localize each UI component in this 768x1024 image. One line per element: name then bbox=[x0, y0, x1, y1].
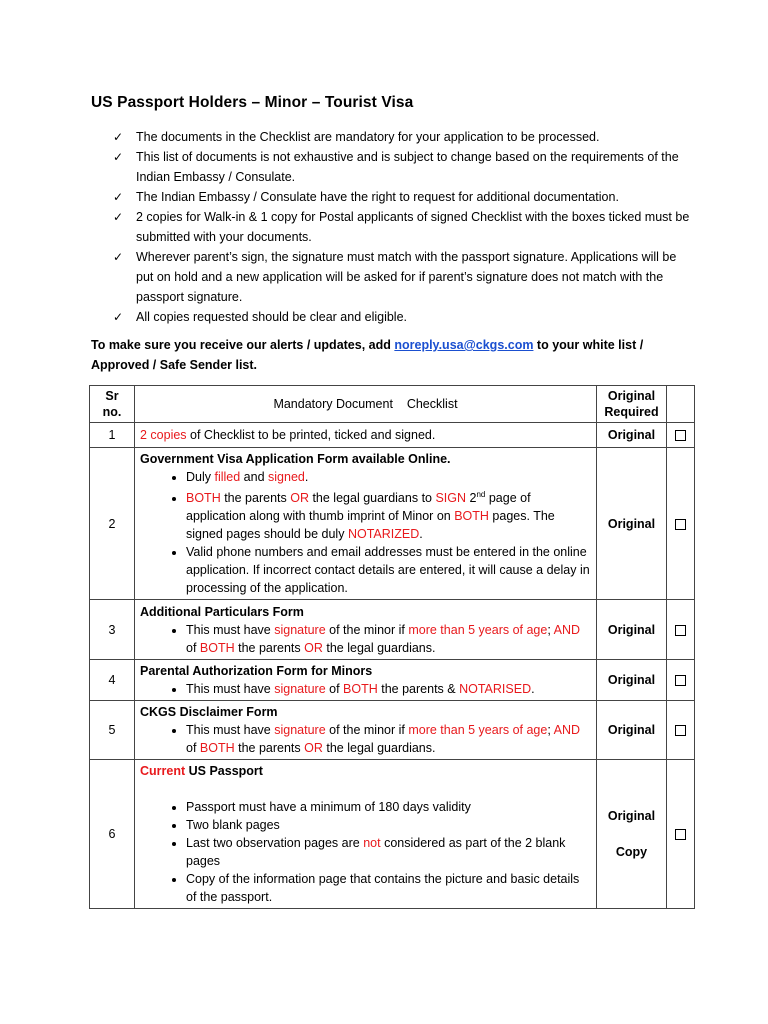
row-document: Parental Authorization Form for Minors • This must have signature of BOTH the parents & NOTARISED. bbox=[135, 660, 597, 701]
page-title: US Passport Holders – Minor – Tourist Visa bbox=[91, 94, 414, 111]
email-link[interactable]: noreply.usa@ckgs.com bbox=[394, 338, 534, 352]
checkmark-icon: ✓ bbox=[113, 210, 124, 224]
checkbox[interactable] bbox=[675, 829, 686, 840]
header-document: Mandatory Document Checklist bbox=[135, 386, 597, 423]
row-document: 2 copies of Checklist to be printed, ticked and signed. bbox=[135, 423, 597, 448]
list-item: ✓ The Indian Embassy / Consulate have the right to request for additional documentation. bbox=[113, 187, 693, 207]
row-document: Current US Passport • Passport must have a minimum of 180 days validity • Two blank pages • Last two observation pages are not considered as part of the 2 blank pages • Copy of the information page that contains the picture and basic details of the passport. bbox=[135, 760, 597, 909]
checkbox[interactable] bbox=[675, 725, 686, 736]
table-row: 4 Parental Authorization Form for Minors • This must have signature of BOTH the parents & NOTARISED. Original bbox=[90, 660, 695, 701]
checkmark-icon: ✓ bbox=[113, 190, 124, 204]
safe-sender-notice: To make sure you receive our alerts / updates, add noreply.usa@ckgs.com to your white list / Approved / Safe Sender list. bbox=[91, 338, 644, 372]
list-item: ✓ Wherever parent’s sign, the signature must match with the passport signature. Applications will be put on hold and a new application will be asked for if parent’s signature does not match with the passport signature. bbox=[113, 247, 693, 307]
list-item: ✓ The documents in the Checklist are mandatory for your application to be processed. bbox=[113, 127, 693, 147]
checkbox[interactable] bbox=[675, 519, 686, 530]
row-document: Government Visa Application Form available Online. • Duly filled and signed. • BOTH the parents OR the legal guardians to SIGN 2nd page of application along with thumb imprint of Minor on BOTH pages. The signed pages should be duly NOTARIZED. • Valid phone numbers and email addresses must be entered in the online application. If incorrect contact details are entered, it will cause a delay in processing of the application. bbox=[135, 448, 597, 600]
table-row: 6 Current US Passport • Passport must have a minimum of 180 days validity • Two blank pages • Last two observation pages are not considered as part of the 2 blank pages • Copy of the information page that contains the picture and basic details of the passport. Original Copy bbox=[90, 760, 695, 909]
table-row: 2 Government Visa Application Form available Online. • Duly filled and signed. • BOTH the parents OR the legal guardians to SIGN 2nd page of application along with thumb imprint of Minor on BOTH pages. The signed pages should be duly NOTARIZED. • Valid phone numbers and email addresses must be entered in the online application. If incorrect contact details are entered, it will cause a delay in processing of the application. Original bbox=[90, 448, 695, 600]
document-checklist-table bbox=[89, 385, 695, 909]
header-original-required: Original Required bbox=[597, 386, 667, 423]
instructions-list bbox=[113, 127, 693, 327]
checkmark-icon: ✓ bbox=[113, 130, 124, 144]
checkbox[interactable] bbox=[675, 625, 686, 636]
checkmark-icon: ✓ bbox=[113, 310, 124, 324]
checkmark-icon: ✓ bbox=[113, 150, 124, 164]
table-row: 5 CKGS Disclaimer Form • This must have signature of the minor if more than 5 years of age; AND of BOTH the parents OR the legal guardians. Original bbox=[90, 701, 695, 760]
list-item: ✓ This list of documents is not exhaustive and is subject to change based on the requirements of the Indian Embassy / Consulate. bbox=[113, 147, 693, 187]
list-item: ✓ All copies requested should be clear and eligible. bbox=[113, 307, 693, 327]
header-tick bbox=[667, 386, 695, 423]
header-sr-no: Sr no. bbox=[90, 386, 135, 423]
table-header-row bbox=[90, 386, 695, 423]
checkbox[interactable] bbox=[675, 675, 686, 686]
list-item: ✓ 2 copies for Walk-in & 1 copy for Postal applicants of signed Checklist with the boxes ticked must be submitted with your documents. bbox=[113, 207, 693, 247]
table-row: 1 2 copies of Checklist to be printed, ticked and signed. Original bbox=[90, 423, 695, 448]
row-document: CKGS Disclaimer Form • This must have signature of the minor if more than 5 years of age; AND of BOTH the parents OR the legal guardians. bbox=[135, 701, 597, 760]
row-document: Additional Particulars Form • This must have signature of the minor if more than 5 years of age; AND of BOTH the parents OR the legal guardians. bbox=[135, 600, 597, 660]
table-row: 3 Additional Particulars Form • This must have signature of the minor if more than 5 years of age; AND of BOTH the parents OR the legal guardians. Original bbox=[90, 600, 695, 660]
checkmark-icon: ✓ bbox=[113, 250, 124, 264]
checkbox[interactable] bbox=[675, 430, 686, 441]
